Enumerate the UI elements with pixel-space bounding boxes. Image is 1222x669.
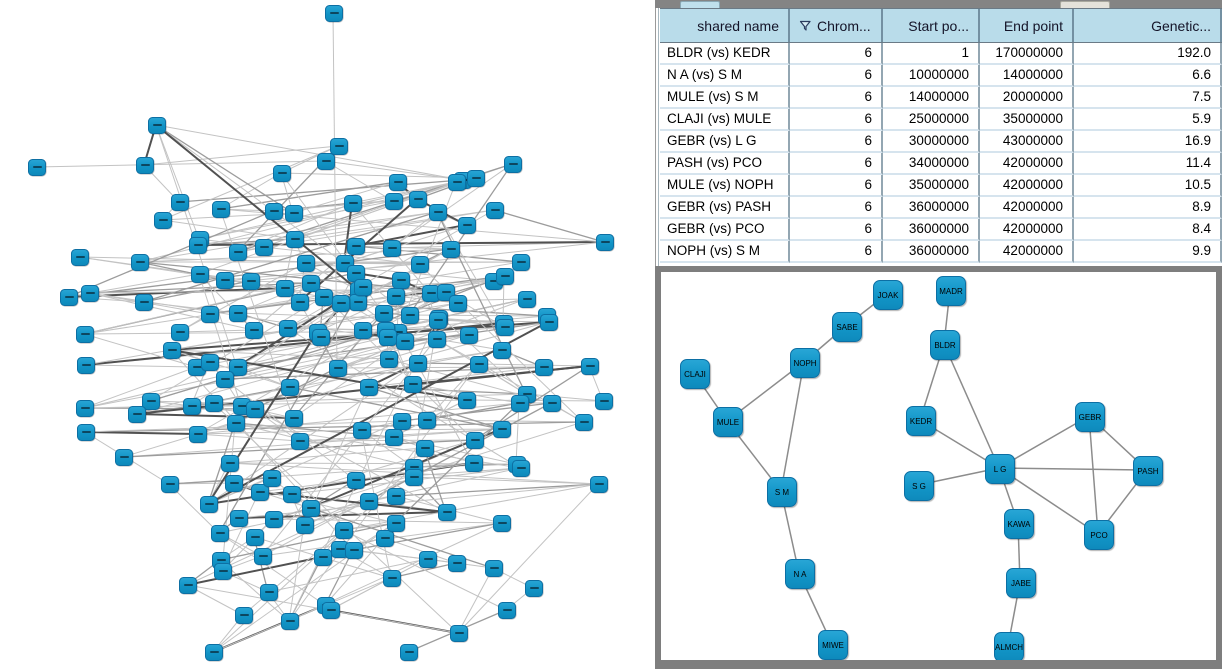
- table-cell[interactable]: 42000000: [980, 175, 1074, 197]
- sub-network-view[interactable]: [661, 272, 1216, 660]
- network-node[interactable]: [273, 165, 291, 182]
- network-node[interactable]: [429, 312, 447, 329]
- network-node[interactable]: [76, 326, 94, 343]
- network-node[interactable]: [314, 549, 332, 566]
- table-cell[interactable]: 6: [790, 131, 883, 153]
- network-node[interactable]: [493, 421, 511, 438]
- table-cell[interactable]: MULE (vs) NOPH: [660, 175, 790, 197]
- table-cell[interactable]: 20000000: [980, 87, 1074, 109]
- network-node[interactable]: [467, 170, 485, 187]
- network-node[interactable]: [254, 548, 272, 565]
- network-node[interactable]: [330, 138, 348, 155]
- network-node[interactable]: [205, 644, 223, 661]
- network-node[interactable]: [329, 360, 347, 377]
- network-node[interactable]: [419, 551, 437, 568]
- network-node-ALMCH[interactable]: ALMCH: [994, 632, 1024, 660]
- network-node[interactable]: [302, 500, 320, 517]
- network-node[interactable]: [229, 305, 247, 322]
- funnel-icon[interactable]: [799, 19, 812, 32]
- network-node[interactable]: [211, 525, 229, 542]
- network-node[interactable]: [360, 379, 378, 396]
- table-cell[interactable]: 6: [790, 153, 883, 175]
- table-cell[interactable]: 8.4: [1074, 219, 1222, 241]
- table-header-cell-3[interactable]: End point: [980, 9, 1074, 42]
- network-node[interactable]: [171, 194, 189, 211]
- sub-network-panel: [655, 266, 1222, 669]
- table-header-row: [660, 8, 1222, 43]
- network-node[interactable]: [263, 470, 281, 487]
- table-cell[interactable]: 14000000: [883, 87, 980, 109]
- network-node-S-M[interactable]: S M: [767, 477, 797, 507]
- network-node[interactable]: [297, 255, 315, 272]
- network-node[interactable]: [191, 266, 209, 283]
- network-node-L-G[interactable]: L G: [985, 454, 1015, 484]
- network-node[interactable]: [347, 238, 365, 255]
- table-cell[interactable]: 36000000: [883, 241, 980, 263]
- network-node[interactable]: [77, 357, 95, 374]
- network-node[interactable]: [201, 354, 219, 371]
- network-node[interactable]: [383, 570, 401, 587]
- table-row[interactable]: [660, 109, 1222, 131]
- table-cell[interactable]: 10.5: [1074, 175, 1222, 197]
- network-node-KEDR[interactable]: KEDR: [906, 406, 936, 436]
- network-node[interactable]: [136, 157, 154, 174]
- network-node[interactable]: [81, 285, 99, 302]
- network-node-N-A[interactable]: N A: [785, 559, 815, 589]
- network-node[interactable]: [596, 234, 614, 251]
- table-cell[interactable]: 14000000: [980, 65, 1074, 87]
- table-row[interactable]: [660, 65, 1222, 87]
- network-node[interactable]: [171, 324, 189, 341]
- network-node[interactable]: [281, 379, 299, 396]
- table-header-cell-0[interactable]: shared name: [660, 9, 790, 42]
- network-node[interactable]: [392, 272, 410, 289]
- network-node[interactable]: [77, 424, 95, 441]
- network-node[interactable]: [465, 455, 483, 472]
- edge-attribute-table: [655, 8, 1222, 266]
- network-node[interactable]: [512, 254, 530, 271]
- network-node[interactable]: [344, 195, 362, 212]
- table-cell[interactable]: 34000000: [883, 153, 980, 175]
- network-edge: [85, 365, 196, 367]
- network-node[interactable]: [385, 429, 403, 446]
- network-node[interactable]: [71, 249, 89, 266]
- network-node-PASH[interactable]: PASH: [1133, 456, 1163, 486]
- network-node[interactable]: [325, 5, 343, 22]
- network-node[interactable]: [383, 240, 401, 257]
- table-cell[interactable]: CLAJI (vs) MULE: [660, 109, 790, 131]
- network-node[interactable]: [387, 515, 405, 532]
- network-edge: [343, 530, 506, 610]
- network-node-MADR[interactable]: MADR: [936, 276, 966, 306]
- network-node[interactable]: [353, 422, 371, 439]
- network-node[interactable]: [540, 314, 558, 331]
- network-node[interactable]: [486, 202, 504, 219]
- network-node[interactable]: [246, 401, 264, 418]
- network-node[interactable]: [283, 486, 301, 503]
- network-node[interactable]: [498, 602, 516, 619]
- table-cell[interactable]: 1: [883, 43, 980, 65]
- network-node[interactable]: [265, 511, 283, 528]
- network-node[interactable]: [312, 329, 330, 346]
- table-header-label: Chrom...: [817, 17, 871, 34]
- network-node[interactable]: [28, 159, 46, 176]
- network-node[interactable]: [201, 306, 219, 323]
- network-node[interactable]: [281, 613, 299, 630]
- network-node-BLDR[interactable]: BLDR: [930, 330, 960, 360]
- network-edge: [526, 394, 603, 401]
- network-node[interactable]: [449, 295, 467, 312]
- network-node[interactable]: [216, 272, 234, 289]
- network-node[interactable]: [460, 327, 478, 344]
- network-node[interactable]: [401, 307, 419, 324]
- network-node[interactable]: [393, 413, 411, 430]
- network-node[interactable]: [163, 342, 181, 359]
- network-node[interactable]: [379, 329, 397, 346]
- network-node[interactable]: [291, 294, 309, 311]
- network-node[interactable]: [375, 305, 393, 322]
- table-row[interactable]: [660, 241, 1222, 263]
- network-node[interactable]: [442, 241, 460, 258]
- network-node[interactable]: [511, 395, 529, 412]
- network-node[interactable]: [450, 625, 468, 642]
- network-node[interactable]: [225, 475, 243, 492]
- network-node[interactable]: [76, 400, 94, 417]
- network-node[interactable]: [227, 415, 245, 432]
- network-node[interactable]: [131, 254, 149, 271]
- table-cell[interactable]: 6: [790, 109, 883, 131]
- network-node[interactable]: [418, 412, 436, 429]
- network-node[interactable]: [332, 295, 350, 312]
- table-cell[interactable]: 36000000: [883, 197, 980, 219]
- network-node[interactable]: [265, 203, 283, 220]
- table-cell[interactable]: 35000000: [883, 175, 980, 197]
- table-cell[interactable]: PASH (vs) PCO: [660, 153, 790, 175]
- network-node[interactable]: [317, 153, 335, 170]
- network-node[interactable]: [60, 289, 78, 306]
- network-node[interactable]: [575, 414, 593, 431]
- network-edge: [999, 468, 1147, 470]
- network-edge: [156, 125, 462, 180]
- network-node[interactable]: [221, 455, 239, 472]
- table-row[interactable]: [660, 87, 1222, 109]
- table-row[interactable]: [660, 153, 1222, 175]
- network-node[interactable]: [525, 580, 543, 597]
- table-row[interactable]: [660, 43, 1222, 65]
- table-cell[interactable]: 25000000: [883, 109, 980, 131]
- network-edge: [179, 330, 253, 332]
- network-node[interactable]: [428, 331, 446, 348]
- network-node[interactable]: [135, 294, 153, 311]
- network-node[interactable]: [349, 294, 367, 311]
- table-cell[interactable]: 6: [790, 65, 883, 87]
- network-node[interactable]: [429, 204, 447, 221]
- table-cell[interactable]: 9.9: [1074, 241, 1222, 263]
- table-cell[interactable]: 36000000: [883, 219, 980, 241]
- network-node[interactable]: [148, 117, 166, 134]
- table-cell[interactable]: 5.9: [1074, 109, 1222, 131]
- network-node[interactable]: [154, 212, 172, 229]
- table-cell[interactable]: 7.5: [1074, 87, 1222, 109]
- table-cell[interactable]: 30000000: [883, 131, 980, 153]
- table-cell[interactable]: 6: [790, 87, 883, 109]
- network-node[interactable]: [485, 560, 503, 577]
- network-node-PCO[interactable]: PCO: [1084, 520, 1114, 550]
- network-node[interactable]: [229, 244, 247, 261]
- network-node[interactable]: [496, 268, 514, 285]
- table-row[interactable]: [660, 175, 1222, 197]
- table-cell[interactable]: 42000000: [980, 241, 1074, 263]
- network-node-GEBR[interactable]: GEBR: [1075, 402, 1105, 432]
- network-edge: [458, 484, 598, 633]
- network-node[interactable]: [205, 395, 223, 412]
- network-node-S-G[interactable]: S G: [904, 471, 934, 501]
- network-node[interactable]: [400, 644, 418, 661]
- table-cell[interactable]: 6: [790, 241, 883, 263]
- network-node[interactable]: [347, 472, 365, 489]
- table-cell[interactable]: 6: [790, 43, 883, 65]
- table-cell[interactable]: 192.0: [1074, 43, 1222, 65]
- network-node-JOAK[interactable]: JOAK: [873, 280, 903, 310]
- network-edge: [1089, 416, 1098, 534]
- network-node-NOPH[interactable]: NOPH: [790, 348, 820, 378]
- table-cell[interactable]: 6: [790, 175, 883, 197]
- network-node[interactable]: [493, 342, 511, 359]
- network-node[interactable]: [285, 205, 303, 222]
- network-node-CLAJI[interactable]: CLAJI: [680, 359, 710, 389]
- table-cell[interactable]: 16.9: [1074, 131, 1222, 153]
- network-node-KAWA[interactable]: KAWA: [1004, 509, 1034, 539]
- network-node[interactable]: [470, 356, 488, 373]
- network-node[interactable]: [345, 542, 363, 559]
- network-node[interactable]: [404, 376, 422, 393]
- table-cell[interactable]: GEBR (vs) PCO: [660, 219, 790, 241]
- table-cell[interactable]: 43000000: [980, 131, 1074, 153]
- table-header-cell-4[interactable]: Genetic...: [1074, 9, 1222, 42]
- network-node[interactable]: [200, 496, 218, 513]
- table-top-strip: [655, 0, 1222, 8]
- network-node[interactable]: [448, 174, 466, 191]
- network-edge: [162, 146, 338, 220]
- network-node[interactable]: [242, 273, 260, 290]
- network-node[interactable]: [504, 156, 522, 173]
- network-node[interactable]: [389, 174, 407, 191]
- network-node[interactable]: [493, 515, 511, 532]
- edge-table-panel: [655, 0, 1222, 266]
- table-cell[interactable]: 170000000: [980, 43, 1074, 65]
- network-node[interactable]: [458, 392, 476, 409]
- network-node[interactable]: [285, 410, 303, 427]
- network-node[interactable]: [354, 279, 372, 296]
- network-node[interactable]: [411, 256, 429, 273]
- network-node[interactable]: [354, 322, 372, 339]
- network-node[interactable]: [385, 193, 403, 210]
- network-node[interactable]: [512, 460, 530, 477]
- table-row[interactable]: [660, 197, 1222, 219]
- network-node[interactable]: [409, 191, 427, 208]
- network-node[interactable]: [235, 607, 253, 624]
- network-edge: [85, 432, 197, 434]
- network-node[interactable]: [291, 433, 309, 450]
- network-node[interactable]: [315, 289, 333, 306]
- table-header-cell-2[interactable]: Start po...: [883, 9, 980, 42]
- network-node[interactable]: [387, 488, 405, 505]
- network-node[interactable]: [396, 333, 414, 350]
- table-cell[interactable]: GEBR (vs) PASH: [660, 197, 790, 219]
- network-node[interactable]: [335, 522, 353, 539]
- network-node[interactable]: [543, 395, 561, 412]
- network-node[interactable]: [416, 440, 434, 457]
- network-node[interactable]: [405, 469, 423, 486]
- table-cell[interactable]: 6: [790, 197, 883, 219]
- table-cell[interactable]: BLDR (vs) KEDR: [660, 43, 790, 65]
- network-node-MIWE[interactable]: MIWE: [818, 630, 848, 660]
- network-node[interactable]: [189, 426, 207, 443]
- network-node[interactable]: [535, 359, 553, 376]
- network-node[interactable]: [216, 371, 234, 388]
- network-node[interactable]: [380, 351, 398, 368]
- network-node[interactable]: [409, 355, 427, 372]
- network-node[interactable]: [179, 577, 197, 594]
- network-node[interactable]: [246, 529, 264, 546]
- network-node[interactable]: [438, 504, 456, 521]
- table-cell[interactable]: NOPH (vs) S M: [660, 241, 790, 263]
- table-cell[interactable]: 8.9: [1074, 197, 1222, 219]
- table-row[interactable]: [660, 219, 1222, 241]
- table-header-cell-1[interactable]: [790, 9, 883, 42]
- network-node[interactable]: [360, 493, 378, 510]
- network-node[interactable]: [128, 406, 146, 423]
- network-node[interactable]: [322, 602, 340, 619]
- table-row[interactable]: [660, 131, 1222, 153]
- network-node-JABE[interactable]: JABE: [1006, 568, 1036, 598]
- network-node[interactable]: [376, 530, 394, 547]
- network-node[interactable]: [466, 432, 484, 449]
- table-cell[interactable]: 42000000: [980, 197, 1074, 219]
- network-edge: [144, 146, 338, 165]
- network-node[interactable]: [387, 288, 405, 305]
- network-node-MULE[interactable]: MULE: [713, 407, 743, 437]
- network-edge: [781, 362, 804, 491]
- network-node[interactable]: [581, 358, 599, 375]
- table-cell[interactable]: 42000000: [980, 153, 1074, 175]
- network-node[interactable]: [496, 319, 514, 336]
- network-node[interactable]: [115, 449, 133, 466]
- network-node[interactable]: [183, 398, 201, 415]
- network-node[interactable]: [279, 320, 297, 337]
- network-node[interactable]: [590, 476, 608, 493]
- network-node[interactable]: [255, 239, 273, 256]
- network-node[interactable]: [260, 584, 278, 601]
- network-node[interactable]: [595, 393, 613, 410]
- table-cell[interactable]: 6.6: [1074, 65, 1222, 87]
- table-body: [660, 43, 1222, 263]
- network-node[interactable]: [296, 517, 314, 534]
- table-cell[interactable]: 10000000: [883, 65, 980, 87]
- table-cell[interactable]: 11.4: [1074, 153, 1222, 175]
- table-cell[interactable]: 42000000: [980, 219, 1074, 241]
- table-cell[interactable]: 6: [790, 219, 883, 241]
- network-node[interactable]: [189, 237, 207, 254]
- network-node[interactable]: [518, 291, 536, 308]
- network-node[interactable]: [245, 322, 263, 339]
- table-cell[interactable]: MULE (vs) S M: [660, 87, 790, 109]
- network-node-SABE[interactable]: SABE: [832, 312, 862, 342]
- network-node[interactable]: [212, 201, 230, 218]
- network-node[interactable]: [161, 476, 179, 493]
- network-node[interactable]: [458, 217, 476, 234]
- table-cell[interactable]: GEBR (vs) L G: [660, 131, 790, 153]
- network-node[interactable]: [230, 510, 248, 527]
- network-edge: [944, 344, 999, 468]
- table-cell[interactable]: 35000000: [980, 109, 1074, 131]
- network-node[interactable]: [214, 563, 232, 580]
- network-node[interactable]: [448, 555, 466, 572]
- network-node[interactable]: [286, 231, 304, 248]
- table-cell[interactable]: N A (vs) S M: [660, 65, 790, 87]
